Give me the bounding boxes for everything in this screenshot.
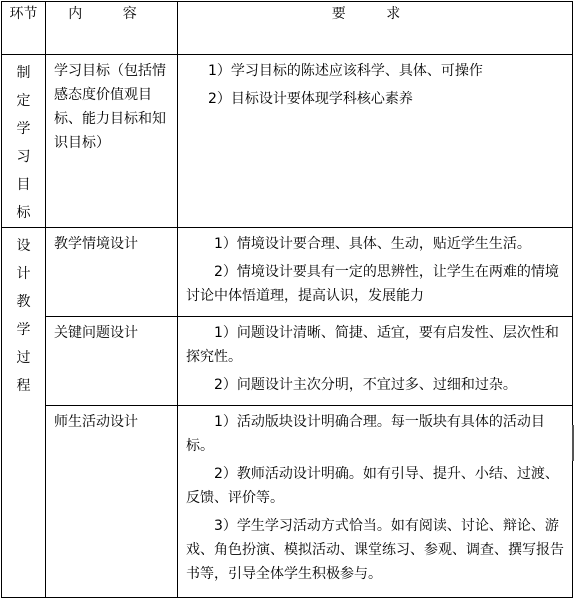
stage-char: 定: [16, 93, 31, 109]
stage-char: 程: [16, 378, 31, 394]
header-stage: 环节: [2, 2, 46, 55]
requirement-item: 3）学生学习活动方式恰当。如有阅读、讨论、辩论、游戏、角色扮演、模拟活动、课堂练习、参观、调查、撰写报告书等，引导全体学生积极参与。: [186, 518, 564, 582]
stage-cell-goals: [2, 55, 46, 228]
stage-char: 教: [16, 294, 31, 310]
requirements-table: [1, 1, 573, 598]
stage-char: 标: [16, 205, 31, 221]
table-row-questions: [2, 317, 573, 406]
requirement-cell-activities: [178, 406, 573, 598]
content-cell-situation: 教学情境设计: [46, 228, 178, 317]
requirement-item: 2）问题设计主次分明，不宜过多、过细和过杂。: [214, 377, 517, 393]
stage-char: 目: [16, 177, 31, 193]
requirement-item: 2）教师活动设计明确。如有引导、提升、小结、过渡、反馈、评价等。: [186, 466, 559, 506]
table-row-situation: [2, 228, 573, 317]
content-cell-questions: 关键问题设计: [46, 317, 178, 406]
stage-char: 计: [16, 266, 31, 282]
stage-label-goals: [2, 55, 45, 227]
header-requirement: [178, 2, 573, 55]
stage-char: 设: [16, 238, 31, 254]
requirement-item: 1）问题设计清晰、简捷、适宜，要有启发性、层次性和探究性。: [186, 325, 559, 365]
header-content: [46, 2, 178, 55]
stage-char: 学: [16, 121, 31, 137]
content-cell-goals: 学习目标（包括情感态度价值观目标、能力目标和知识目标）: [46, 55, 178, 228]
table-row-activities: [2, 406, 573, 598]
requirement-cell-questions: [178, 317, 573, 406]
requirement-item: 2）目标设计要体现学科核心素养: [208, 91, 413, 107]
stage-char: 学: [16, 322, 31, 338]
requirement-item: 1）活动版块设计明确合理。每一版块有具体的活动目标。: [186, 414, 545, 454]
requirement-item: 1）情境设计要合理、具体、生动，贴近学生生活。: [214, 236, 531, 252]
requirement-cell-situation: [178, 228, 573, 317]
requirement-item: 1）学习目标的陈述应该科学、具体、可操作: [208, 63, 483, 79]
stage-char: 制: [16, 65, 31, 81]
stage-char: 过: [16, 350, 31, 366]
stage-cell-process: [2, 228, 46, 598]
table-row-goals: [2, 55, 573, 228]
table-header-row: [2, 2, 573, 55]
requirement-item: 2）情境设计要具有一定的思辨性，让学生在两难的情境讨论中体悟道理，提高认识，发展能力: [186, 264, 559, 304]
stage-char: 习: [16, 149, 31, 165]
header-content-label: 内 容: [68, 6, 155, 22]
header-requirement-label: 要 求: [331, 6, 419, 22]
content-cell-activities: 师生活动设计: [46, 406, 178, 598]
stage-label-process: [2, 228, 45, 400]
requirement-cell-goals: [178, 55, 573, 228]
